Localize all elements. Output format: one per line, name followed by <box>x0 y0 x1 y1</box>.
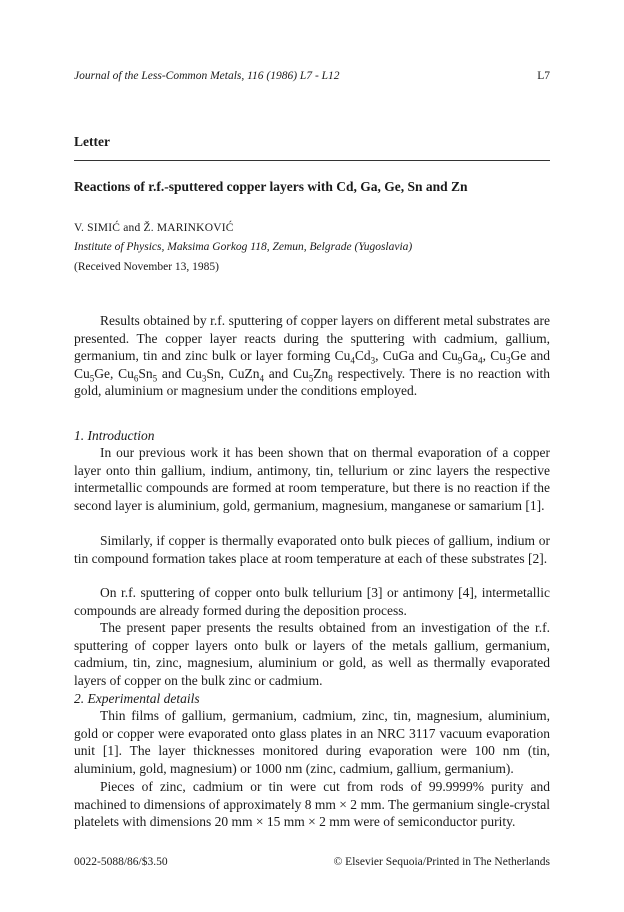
publisher-line: © Elsevier Sequoia/Printed in The Netherlands <box>333 856 550 868</box>
article-type: Letter <box>74 134 110 149</box>
compound-formula: $Cu_6Sn_5$ <box>118 365 158 384</box>
abstract: Results obtained by r.f. sputtering of copper layers on different metal substrates are presented. The copper layer reacts during the sputtering with cadmium, gallium, germanium, tin and zinc bulk or layer forming $Cu_4Cd_3$, CuGa and $Cu_9Ga_4$, $Cu_3Ge$ and $Cu_5Ge$, $Cu_6Sn_5$ and $Cu_3Sn$, CuZn$_4$ and $Cu_5Zn_8$ respectively. There is no reaction with gold, aluminium or magnesium under the conditions employed. <box>74 313 551 399</box>
intro-paragraph-3: On r.f. sputtering of copper onto bulk tellurium [3] or antimony [4], intermetallic compounds are already formed during the deposition process. <box>74 585 550 618</box>
page-footer <box>74 856 550 868</box>
title-divider <box>74 160 550 161</box>
compound-formula: $Cu_3Ge$ <box>490 348 527 366</box>
intro-paragraph-4: The present paper presents the results obtained from an investigation of the r.f. sputtering of copper layers onto bulk or layers of the metals gallium, germanium, cadmium, tin, zinc, magnesium, aluminium or gold, as well as thermally evaporated layers of copper on the bulk zinc or cadmium. <box>74 620 550 688</box>
compound-formula: $Cu_3Sn$ <box>186 365 221 384</box>
experimental-paragraph-1: Thin films of gallium, germanium, cadmium, zinc, tin, magnesium, aluminium, gold or copper were evaporated onto glass plates in an NRC 3117 vacuum evaporation unit [1]. The layer thicknesses monitored during evaporation were 100 nm (tin, aluminium, gold, magnesium) or 1000 nm (zinc, cadmium, gallium, germanium). <box>74 708 550 776</box>
compound-formula: $Cu_5Ge$ <box>74 365 111 384</box>
journal-citation: Journal of the Less-Common Metals, 116 (1986) L7 - L12 <box>74 70 340 82</box>
authors: V. SIMIĆ and Ž. MARINKOVIĆ <box>74 222 234 234</box>
price-code: 0022-5088/86/$3.50 <box>74 856 168 868</box>
compound-formula: $Cu_4Cd_3$ <box>334 348 376 366</box>
article-title: Reactions of r.f.-sputtered copper layers with Cd, Ga, Ge, Sn and Zn <box>74 179 468 194</box>
compound-formula: $Cu_9Ga_4$ <box>442 348 483 366</box>
experimental-paragraph-2: Pieces of zinc, cadmium or tin were cut from rods of 99.9999% purity and machined to dimensions of approximately 8 mm × 2 mm. The germanium single-crystal platelets with dimensions 20 mm × 15 mm × 2 mm were of semiconductor purity. <box>74 779 550 830</box>
running-header <box>74 70 550 82</box>
page-number: L7 <box>537 70 550 82</box>
intro-paragraph-2: Similarly, if copper is thermally evaporated onto bulk pieces of gallium, indium or tin compound formation takes place at room temperature at each of these substrates [2]. <box>74 533 550 566</box>
compound-formula: CuZn$_4$ <box>228 365 265 384</box>
compound-formulas: $Cu_4Cd_3$, CuGa and $Cu_9Ga_4$, $Cu_3Ge$ and $Cu_5Ge$, $Cu_6Sn_5$ and $Cu_3Sn$, CuZn$_4$ and $Cu_5Zn_8$ <box>74 348 550 384</box>
section-heading-introduction: 1. Introduction <box>74 428 155 443</box>
affiliation: Institute of Physics, Maksima Gorkog 118, Zemun, Belgrade (Yugoslavia) <box>74 241 413 253</box>
intro-paragraph-1: In our previous work it has been shown that on thermal evaporation of a copper layer onto thin gallium, indium, antimony, tin, tellurium or zinc layers the respective intermetallic compounds are formed at room temperature, but there is no reaction if the second layer is aluminium, gold, germanium, magnesium, manganese or samarium [1]. <box>74 445 550 513</box>
section-heading-experimental: 2. Experimental details <box>74 691 200 706</box>
received-date: (Received November 13, 1985) <box>74 261 219 273</box>
compound-formula: $Cu_5Zn_8$ <box>292 365 333 384</box>
